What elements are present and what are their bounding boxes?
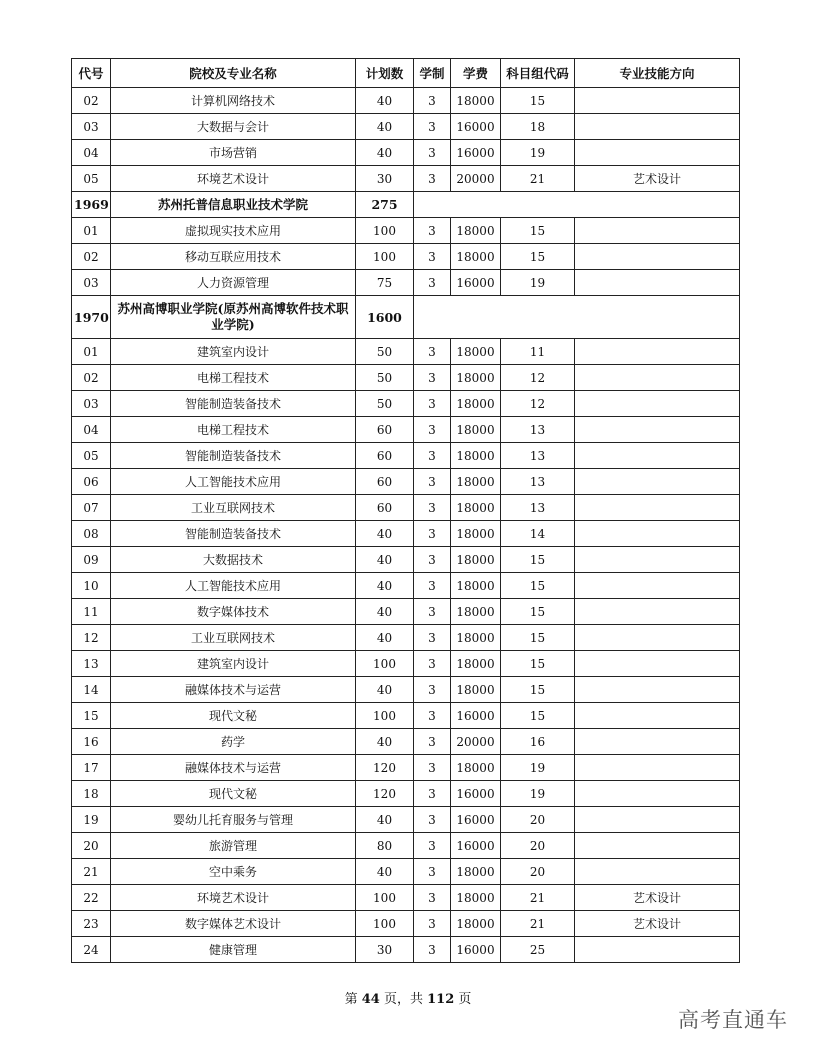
major-row — [72, 807, 740, 833]
major-group: 16 — [501, 729, 575, 755]
school-name: 苏州托普信息职业技术学院 — [111, 192, 356, 218]
major-years: 3 — [414, 391, 451, 417]
major-years: 3 — [414, 781, 451, 807]
major-name: 人工智能技术应用 — [111, 573, 356, 599]
major-skill — [575, 833, 740, 859]
major-code: 18 — [72, 781, 111, 807]
header-fee: 学费 — [451, 59, 501, 88]
major-code: 05 — [72, 443, 111, 469]
major-skill — [575, 807, 740, 833]
major-years: 3 — [414, 651, 451, 677]
major-row — [72, 443, 740, 469]
major-code: 03 — [72, 114, 111, 140]
major-years: 3 — [414, 755, 451, 781]
school-plan: 275 — [356, 192, 414, 218]
major-years: 3 — [414, 443, 451, 469]
major-row — [72, 599, 740, 625]
major-fee: 18000 — [451, 218, 501, 244]
major-name: 空中乘务 — [111, 859, 356, 885]
major-name: 大数据与会计 — [111, 114, 356, 140]
major-group: 15 — [501, 677, 575, 703]
major-fee: 18000 — [451, 885, 501, 911]
major-plan: 40 — [356, 599, 414, 625]
major-name: 电梯工程技术 — [111, 365, 356, 391]
major-name: 旅游管理 — [111, 833, 356, 859]
major-row — [72, 625, 740, 651]
major-fee: 16000 — [451, 140, 501, 166]
major-name: 现代文秘 — [111, 781, 356, 807]
major-fee: 18000 — [451, 573, 501, 599]
major-name: 市场营销 — [111, 140, 356, 166]
major-years: 3 — [414, 833, 451, 859]
major-code: 02 — [72, 365, 111, 391]
major-years: 3 — [414, 417, 451, 443]
major-plan: 60 — [356, 495, 414, 521]
major-plan: 60 — [356, 443, 414, 469]
school-plan: 1600 — [356, 296, 414, 339]
major-code: 05 — [72, 166, 111, 192]
major-name: 环境艺术设计 — [111, 166, 356, 192]
major-fee: 18000 — [451, 495, 501, 521]
major-group: 21 — [501, 166, 575, 192]
major-row — [72, 417, 740, 443]
major-skill — [575, 218, 740, 244]
major-plan: 40 — [356, 547, 414, 573]
major-plan: 100 — [356, 218, 414, 244]
major-group: 25 — [501, 937, 575, 963]
major-group: 11 — [501, 339, 575, 365]
major-fee: 18000 — [451, 365, 501, 391]
major-code: 02 — [72, 88, 111, 114]
major-fee: 20000 — [451, 166, 501, 192]
major-group: 20 — [501, 859, 575, 885]
major-code: 19 — [72, 807, 111, 833]
major-name: 智能制造装备技术 — [111, 521, 356, 547]
major-group: 13 — [501, 417, 575, 443]
major-plan: 60 — [356, 469, 414, 495]
major-code: 15 — [72, 703, 111, 729]
major-plan: 40 — [356, 807, 414, 833]
major-skill: 艺术设计 — [575, 911, 740, 937]
major-group: 15 — [501, 88, 575, 114]
major-code: 23 — [72, 911, 111, 937]
header-name: 院校及专业名称 — [111, 59, 356, 88]
major-fee: 18000 — [451, 677, 501, 703]
major-years: 3 — [414, 88, 451, 114]
major-fee: 18000 — [451, 547, 501, 573]
major-fee: 16000 — [451, 703, 501, 729]
table-body — [72, 88, 740, 963]
footer-prefix: 第 — [344, 992, 362, 1007]
major-skill — [575, 703, 740, 729]
major-row — [72, 833, 740, 859]
major-skill — [575, 443, 740, 469]
major-years: 3 — [414, 244, 451, 270]
major-name: 人工智能技术应用 — [111, 469, 356, 495]
major-plan: 100 — [356, 703, 414, 729]
major-fee: 18000 — [451, 443, 501, 469]
major-name: 数字媒体艺术设计 — [111, 911, 356, 937]
major-row — [72, 677, 740, 703]
major-row — [72, 521, 740, 547]
major-row — [72, 114, 740, 140]
major-plan: 100 — [356, 885, 414, 911]
major-row — [72, 729, 740, 755]
major-fee: 18000 — [451, 469, 501, 495]
school-row — [72, 296, 740, 339]
major-years: 3 — [414, 270, 451, 296]
major-plan: 80 — [356, 833, 414, 859]
major-name: 药学 — [111, 729, 356, 755]
major-skill — [575, 547, 740, 573]
major-group: 15 — [501, 573, 575, 599]
major-fee: 18000 — [451, 244, 501, 270]
major-fee: 18000 — [451, 391, 501, 417]
major-row — [72, 270, 740, 296]
major-plan: 30 — [356, 166, 414, 192]
major-code: 20 — [72, 833, 111, 859]
major-plan: 50 — [356, 339, 414, 365]
major-code: 13 — [72, 651, 111, 677]
major-plan: 40 — [356, 729, 414, 755]
header-code: 代号 — [72, 59, 111, 88]
major-row — [72, 911, 740, 937]
admission-plan-table — [71, 58, 740, 963]
major-fee: 18000 — [451, 625, 501, 651]
major-code: 02 — [72, 244, 111, 270]
major-plan: 30 — [356, 937, 414, 963]
major-name: 移动互联应用技术 — [111, 244, 356, 270]
major-skill — [575, 625, 740, 651]
footer-page-number: 44 — [361, 992, 380, 1007]
major-group: 15 — [501, 218, 575, 244]
major-name: 数字媒体技术 — [111, 599, 356, 625]
major-years: 3 — [414, 625, 451, 651]
major-skill — [575, 88, 740, 114]
major-name: 建筑室内设计 — [111, 339, 356, 365]
major-fee: 16000 — [451, 781, 501, 807]
major-plan: 120 — [356, 781, 414, 807]
footer-suffix: 页 — [454, 992, 472, 1007]
school-blank-cell — [414, 192, 740, 218]
major-plan: 40 — [356, 677, 414, 703]
major-name: 虚拟现实技术应用 — [111, 218, 356, 244]
header-plan: 计划数 — [356, 59, 414, 88]
major-group: 19 — [501, 270, 575, 296]
major-row — [72, 755, 740, 781]
major-code: 22 — [72, 885, 111, 911]
major-group: 15 — [501, 651, 575, 677]
major-name: 建筑室内设计 — [111, 651, 356, 677]
major-row — [72, 339, 740, 365]
major-years: 3 — [414, 937, 451, 963]
header-years: 学制 — [414, 59, 451, 88]
major-code: 01 — [72, 218, 111, 244]
school-name: 苏州高博职业学院(原苏州高博软件技术职业学院) — [111, 296, 356, 339]
major-skill: 艺术设计 — [575, 885, 740, 911]
major-plan: 40 — [356, 573, 414, 599]
major-years: 3 — [414, 365, 451, 391]
major-skill — [575, 391, 740, 417]
major-name: 工业互联网技术 — [111, 625, 356, 651]
major-years: 3 — [414, 677, 451, 703]
major-plan: 40 — [356, 521, 414, 547]
major-plan: 40 — [356, 140, 414, 166]
major-code: 03 — [72, 391, 111, 417]
major-fee: 16000 — [451, 937, 501, 963]
major-fee: 16000 — [451, 807, 501, 833]
major-group: 13 — [501, 495, 575, 521]
major-group: 19 — [501, 140, 575, 166]
major-name: 健康管理 — [111, 937, 356, 963]
major-row — [72, 244, 740, 270]
major-skill — [575, 573, 740, 599]
major-skill — [575, 677, 740, 703]
major-code: 16 — [72, 729, 111, 755]
major-group: 21 — [501, 885, 575, 911]
school-blank-cell — [414, 296, 740, 339]
major-code: 24 — [72, 937, 111, 963]
major-fee: 16000 — [451, 270, 501, 296]
major-plan: 75 — [356, 270, 414, 296]
major-plan: 50 — [356, 365, 414, 391]
major-name: 人力资源管理 — [111, 270, 356, 296]
major-row — [72, 651, 740, 677]
major-row — [72, 937, 740, 963]
major-code: 11 — [72, 599, 111, 625]
school-code: 1969 — [72, 192, 111, 218]
school-row — [72, 192, 740, 218]
major-name: 现代文秘 — [111, 703, 356, 729]
major-group: 12 — [501, 391, 575, 417]
major-plan: 50 — [356, 391, 414, 417]
major-years: 3 — [414, 547, 451, 573]
major-years: 3 — [414, 218, 451, 244]
major-row — [72, 495, 740, 521]
major-group: 20 — [501, 807, 575, 833]
major-row — [72, 166, 740, 192]
major-years: 3 — [414, 166, 451, 192]
header-group: 科目组代码 — [501, 59, 575, 88]
major-group: 20 — [501, 833, 575, 859]
major-plan: 120 — [356, 755, 414, 781]
major-name: 融媒体技术与运营 — [111, 755, 356, 781]
major-row — [72, 547, 740, 573]
major-years: 3 — [414, 495, 451, 521]
header-skill: 专业技能方向 — [575, 59, 740, 88]
major-group: 12 — [501, 365, 575, 391]
major-years: 3 — [414, 729, 451, 755]
major-name: 智能制造装备技术 — [111, 443, 356, 469]
major-row — [72, 781, 740, 807]
major-years: 3 — [414, 807, 451, 833]
major-fee: 16000 — [451, 114, 501, 140]
major-plan: 40 — [356, 625, 414, 651]
major-code: 17 — [72, 755, 111, 781]
major-row — [72, 365, 740, 391]
major-group: 21 — [501, 911, 575, 937]
major-skill — [575, 599, 740, 625]
major-skill — [575, 495, 740, 521]
major-skill — [575, 270, 740, 296]
major-row — [72, 140, 740, 166]
major-row — [72, 573, 740, 599]
major-years: 3 — [414, 885, 451, 911]
footer-total-pages: 112 — [427, 992, 455, 1007]
major-name: 大数据技术 — [111, 547, 356, 573]
major-name: 计算机网络技术 — [111, 88, 356, 114]
major-plan: 60 — [356, 417, 414, 443]
major-code: 10 — [72, 573, 111, 599]
major-skill — [575, 244, 740, 270]
major-fee: 16000 — [451, 833, 501, 859]
major-name: 婴幼儿托育服务与管理 — [111, 807, 356, 833]
major-fee: 18000 — [451, 339, 501, 365]
major-name: 工业互联网技术 — [111, 495, 356, 521]
major-years: 3 — [414, 911, 451, 937]
major-code: 03 — [72, 270, 111, 296]
major-group: 15 — [501, 599, 575, 625]
major-skill — [575, 339, 740, 365]
major-skill — [575, 469, 740, 495]
major-plan: 100 — [356, 244, 414, 270]
major-skill — [575, 755, 740, 781]
major-row — [72, 218, 740, 244]
major-code: 06 — [72, 469, 111, 495]
major-group: 13 — [501, 469, 575, 495]
major-group: 15 — [501, 547, 575, 573]
watermark: 高考直通车 — [678, 1008, 788, 1032]
major-code: 04 — [72, 417, 111, 443]
major-skill — [575, 140, 740, 166]
major-name: 融媒体技术与运营 — [111, 677, 356, 703]
major-code: 01 — [72, 339, 111, 365]
major-fee: 18000 — [451, 521, 501, 547]
major-row — [72, 469, 740, 495]
major-group: 19 — [501, 781, 575, 807]
major-skill — [575, 417, 740, 443]
major-skill — [575, 114, 740, 140]
major-years: 3 — [414, 573, 451, 599]
major-code: 14 — [72, 677, 111, 703]
major-skill — [575, 937, 740, 963]
major-plan: 40 — [356, 88, 414, 114]
major-skill — [575, 729, 740, 755]
major-years: 3 — [414, 469, 451, 495]
major-fee: 18000 — [451, 417, 501, 443]
school-code: 1970 — [72, 296, 111, 339]
header-row — [72, 59, 740, 88]
major-fee: 18000 — [451, 651, 501, 677]
major-row — [72, 391, 740, 417]
major-code: 07 — [72, 495, 111, 521]
major-group: 14 — [501, 521, 575, 547]
footer-middle: 页，共 — [379, 992, 428, 1007]
major-code: 21 — [72, 859, 111, 885]
major-fee: 20000 — [451, 729, 501, 755]
major-years: 3 — [414, 521, 451, 547]
major-skill: 艺术设计 — [575, 166, 740, 192]
major-years: 3 — [414, 599, 451, 625]
major-group: 13 — [501, 443, 575, 469]
major-group: 15 — [501, 703, 575, 729]
major-skill — [575, 651, 740, 677]
major-fee: 18000 — [451, 859, 501, 885]
major-years: 3 — [414, 140, 451, 166]
major-plan: 40 — [356, 859, 414, 885]
major-years: 3 — [414, 703, 451, 729]
major-code: 08 — [72, 521, 111, 547]
major-row — [72, 859, 740, 885]
major-years: 3 — [414, 859, 451, 885]
major-row — [72, 703, 740, 729]
major-group: 19 — [501, 755, 575, 781]
major-fee: 18000 — [451, 599, 501, 625]
major-plan: 40 — [356, 114, 414, 140]
major-skill — [575, 365, 740, 391]
major-fee: 18000 — [451, 755, 501, 781]
major-skill — [575, 521, 740, 547]
major-skill — [575, 859, 740, 885]
major-skill — [575, 781, 740, 807]
major-plan: 100 — [356, 651, 414, 677]
major-plan: 100 — [356, 911, 414, 937]
major-row — [72, 88, 740, 114]
major-group: 15 — [501, 244, 575, 270]
major-row — [72, 885, 740, 911]
major-name: 智能制造装备技术 — [111, 391, 356, 417]
major-years: 3 — [414, 114, 451, 140]
major-years: 3 — [414, 339, 451, 365]
major-group: 15 — [501, 625, 575, 651]
major-fee: 18000 — [451, 911, 501, 937]
major-code: 09 — [72, 547, 111, 573]
major-name: 环境艺术设计 — [111, 885, 356, 911]
major-code: 12 — [72, 625, 111, 651]
major-fee: 18000 — [451, 88, 501, 114]
major-code: 04 — [72, 140, 111, 166]
major-name: 电梯工程技术 — [111, 417, 356, 443]
major-group: 18 — [501, 114, 575, 140]
